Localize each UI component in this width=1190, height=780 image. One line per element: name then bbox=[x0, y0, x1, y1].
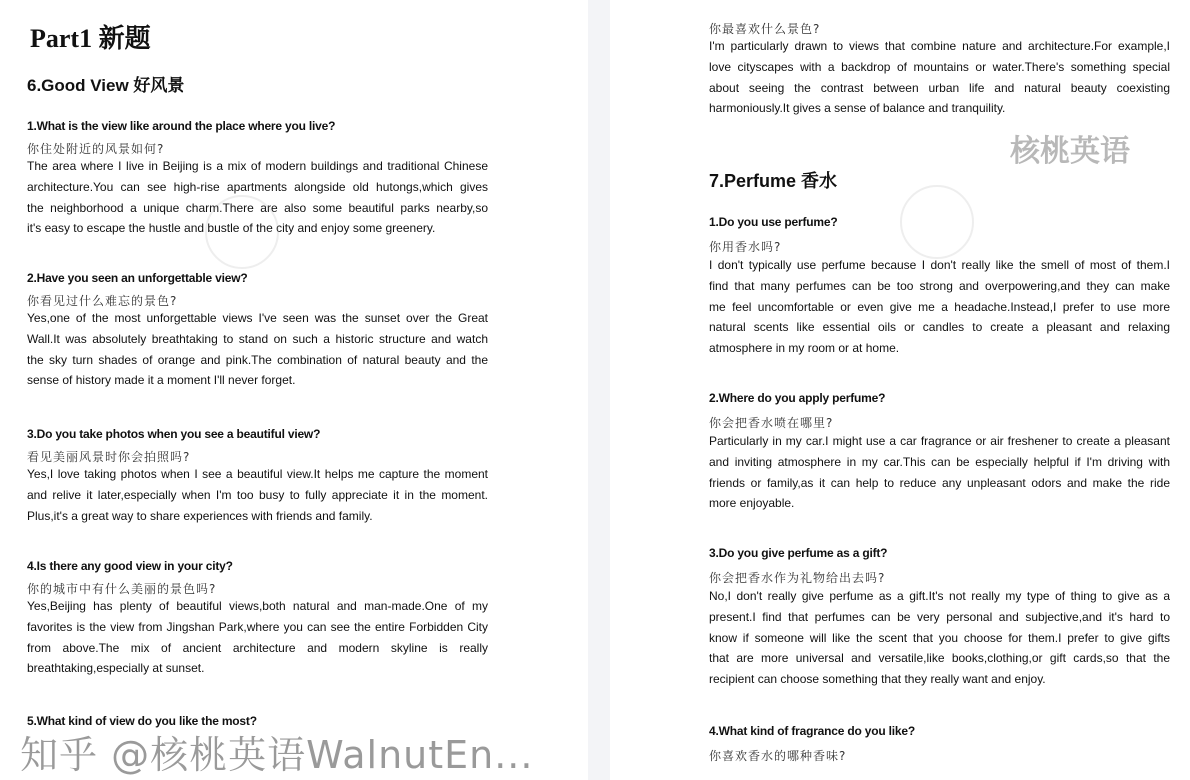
document-page-right bbox=[610, 0, 1190, 780]
question-chinese: 你喜欢香水的哪种香味? bbox=[709, 749, 847, 763]
answer-line: the neighborhood a unique charm.There are also some beautiful parks nearby,so bbox=[27, 200, 488, 215]
answer-line: I don't typically use perfume because I don't really like the smell of most of them.I bbox=[709, 258, 1170, 272]
question-chinese: 你最喜欢什么景色? bbox=[709, 22, 821, 36]
answer-paragraph bbox=[709, 586, 1170, 690]
question-chinese: 看见美丽风景时你会拍照吗? bbox=[27, 450, 191, 464]
answer-line: find that many perfumes can be too strong and overpowering,and they can make bbox=[709, 278, 1170, 293]
question-heading: 3.Do you give perfume as a gift? bbox=[709, 546, 888, 560]
answer-line: natural scents like essential oils or candles to create a pleasant and relaxing bbox=[709, 320, 1170, 335]
question-chinese: 你会把香水作为礼物给出去吗? bbox=[709, 571, 886, 585]
watermark-logo-text: 核桃英语 bbox=[1010, 134, 1130, 169]
section-title: 7.Perfume 香水 bbox=[709, 171, 838, 191]
answer-line: sense of history made it a moment I'll never forget. bbox=[27, 373, 296, 388]
answer-paragraph bbox=[709, 255, 1170, 359]
answer-line: Plus,it's a great way to share experiences with friends and family. bbox=[27, 508, 373, 523]
answer-line: Yes,I love taking photos when I see a beautiful view.It helps me capture the moment bbox=[27, 467, 488, 481]
question-heading: 1.What is the view like around the place where you live? bbox=[27, 119, 336, 133]
answer-paragraph bbox=[709, 36, 1170, 119]
question-chinese: 你的城市中有什么美丽的景色吗? bbox=[27, 582, 217, 596]
question-chinese: 你住处附近的风景如何? bbox=[27, 142, 165, 156]
answer-line: I'm particularly drawn to views that combine nature and architecture.For example,I bbox=[709, 39, 1170, 53]
answer-line: that are more universal and versatile,like books,clothing,or gift cards,so that the bbox=[709, 651, 1170, 666]
part-title: Part1 新题 bbox=[30, 24, 151, 53]
answer-line: about seeing the contrast between urban life and natural beauty coexisting bbox=[709, 80, 1170, 95]
answer-paragraph bbox=[27, 464, 488, 526]
answer-line: and inviting atmosphere in my car.This can be especially helpful if I'm driving with bbox=[709, 454, 1170, 469]
answer-line: harmoniously.It gives a sense of balance and tranquility. bbox=[709, 101, 1006, 116]
answer-line: and relive it later,especially when I'm too busy to fully appreciate it in the moment. bbox=[27, 487, 488, 502]
question-heading: 1.Do you use perfume? bbox=[709, 215, 838, 229]
question-heading: 2.Have you seen an unforgettable view? bbox=[27, 271, 248, 285]
question-heading: 5.What kind of view do you like the most? bbox=[27, 714, 257, 728]
question-chinese: 你用香水吗? bbox=[709, 240, 782, 254]
answer-line: Particularly in my car.I might use a car fragrance or air freshener to create a pleasant bbox=[709, 434, 1170, 448]
answer-line: Yes,one of the most unforgettable views I've seen was the sunset over the Great bbox=[27, 311, 488, 325]
question-heading: 4.Is there any good view in your city? bbox=[27, 559, 233, 573]
answer-paragraph bbox=[27, 308, 488, 391]
answer-line: favorites is the view from Jingshan Park,where you can see the entire Forbidden City bbox=[27, 619, 488, 634]
answer-line: The area where I live in Beijing is a mix of modern buildings and traditional Chinese bbox=[27, 159, 488, 173]
question-chinese: 你会把香水喷在哪里? bbox=[709, 416, 834, 430]
answer-line: present.I find that perfumes can be very personal and subjective,and it's hard to bbox=[709, 609, 1170, 624]
answer-line: me feel uncomfortable or even give me a headache.Instead,I prefer to use more bbox=[709, 299, 1170, 314]
question-heading: 3.Do you take photos when you see a beautiful view? bbox=[27, 427, 321, 441]
answer-line: recipient can choose something that they really want and enjoy. bbox=[709, 672, 1046, 687]
answer-line: atmosphere in my room or at home. bbox=[709, 341, 900, 356]
watermark-ring-icon bbox=[900, 185, 974, 259]
answer-line: No,I don't really give perfume as a gift.It's not really my type of thing to give as a bbox=[709, 589, 1170, 603]
answer-line: from above.The mix of ancient architecture and modern skyline is really bbox=[27, 640, 488, 655]
answer-line: friends or family,as it can help to reduce any unpleasant odors and make the ride bbox=[709, 475, 1170, 490]
answer-line: breathtaking,especially at sunset. bbox=[27, 661, 205, 676]
answer-line: Yes,Beijing has plenty of beautiful views,both natural and man-made.One of my bbox=[27, 599, 488, 613]
answer-line: architecture.You can see high-rise apartments alongside old hutongs,which gives bbox=[27, 179, 488, 194]
question-heading: 4.What kind of fragrance do you like? bbox=[709, 724, 915, 738]
answer-line: Wall.It was absolutely breathtaking to stand on such a historic structure and watch bbox=[27, 331, 488, 346]
section-title: 6.Good View 好风景 bbox=[27, 76, 185, 95]
question-heading: 2.Where do you apply perfume? bbox=[709, 391, 886, 405]
zhihu-watermark-overlay: 知乎 @核桃英语WalnutEn... bbox=[20, 733, 534, 777]
answer-paragraph bbox=[27, 596, 488, 679]
answer-paragraph bbox=[27, 156, 488, 239]
answer-line: know if someone will like the scent that you choose for them.I prefer to give gifts bbox=[709, 630, 1170, 645]
answer-line: the sky turn shades of orange and pink.The combination of natural beauty and the bbox=[27, 352, 488, 367]
answer-line: it's easy to escape the hustle and bustle of the city and enjoy some greenery. bbox=[27, 221, 436, 236]
answer-paragraph bbox=[709, 431, 1170, 514]
question-chinese: 你看见过什么难忘的景色? bbox=[27, 294, 178, 308]
document-page-left bbox=[0, 0, 588, 780]
answer-line: love cityscapes with a backdrop of mountains or water.There's something special bbox=[709, 59, 1170, 74]
answer-line: more enjoyable. bbox=[709, 496, 795, 511]
